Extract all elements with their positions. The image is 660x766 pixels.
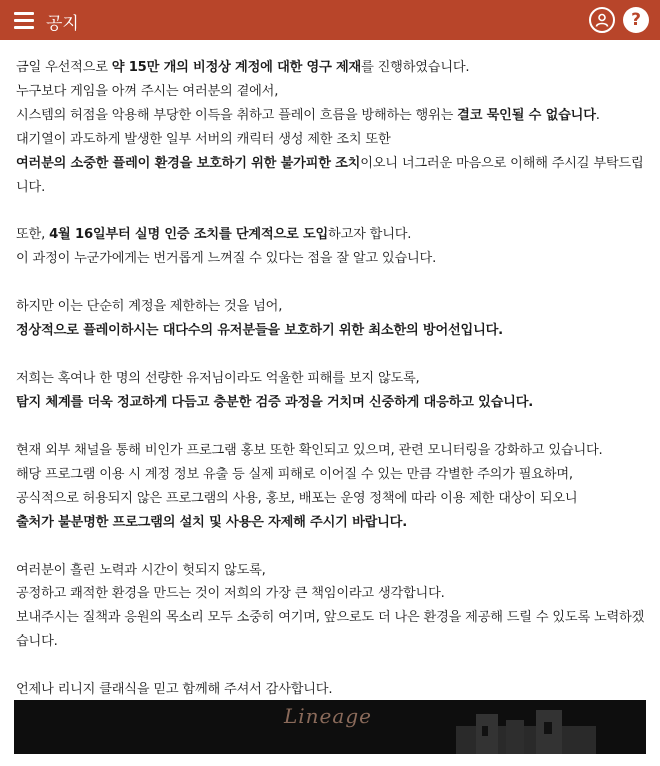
text: 를 진행하였습니다. bbox=[361, 60, 470, 75]
bold-text: 탐지 체계를 더욱 정교하게 다듬고 충분한 검증 과정을 거치며 신중하게 대응하고 있습니다. bbox=[16, 394, 534, 410]
text-line bbox=[16, 223, 650, 247]
bold-text: 결코 묵인될 수 없습니다 bbox=[457, 107, 596, 123]
page-title: 공지 bbox=[46, 14, 79, 34]
text-line bbox=[16, 391, 650, 415]
text-line bbox=[16, 319, 650, 343]
notice-paragraph-6 bbox=[16, 559, 650, 655]
text-line bbox=[16, 56, 650, 80]
text-line: 현재 외부 채널을 통해 비인가 프로그램 홍보 또한 확인되고 있으며, 관련 모니터링을 강화하고 있습니다. bbox=[16, 442, 603, 458]
notice-paragraph-3 bbox=[16, 295, 650, 343]
text-line: 언제나 리니지 클래식을 믿고 함께해 주셔서 감사합니다. bbox=[16, 682, 333, 698]
text-line: 공정하고 쾌적한 환경을 만드는 것이 저희의 가장 큰 책임이라고 생각합니다. bbox=[16, 586, 445, 602]
text: 시스템의 허점을 악용해 부당한 이득을 취하고 플레이 흐름을 방해하는 행위는 bbox=[16, 107, 458, 123]
text-line: 공식적으로 허용되지 않은 프로그램의 사용, 홍보, 배포는 운영 정책에 따라 이용 제한 대상이 되오니 bbox=[16, 490, 578, 506]
notice-paragraph-4 bbox=[16, 367, 650, 415]
notice-paragraph-2 bbox=[16, 223, 650, 271]
text-line: 누구보다 게임을 아껴 주시는 여러분의 곁에서, bbox=[16, 83, 279, 99]
text-line: 하지만 이는 단순히 계정을 제한하는 것을 넘어, bbox=[16, 299, 283, 315]
bold-text: 4월 16일부터 실명 인증 조치를 단계적으로 도입 bbox=[49, 227, 329, 243]
user-icon bbox=[595, 13, 609, 27]
text-line: 이 과정이 누군가에게는 번거롭게 느껴질 수 있다는 점을 잘 알고 있습니다. bbox=[16, 251, 437, 267]
notice-body bbox=[0, 40, 660, 726]
help-button[interactable] bbox=[623, 7, 649, 33]
help-icon: ? bbox=[631, 10, 641, 30]
bold-text: 정상적으로 플레이하시는 대다수의 유저분들을 보호하기 위한 최소한의 방어선입니다. bbox=[16, 323, 503, 339]
notice-paragraph-5 bbox=[16, 439, 650, 535]
text: . bbox=[595, 107, 600, 123]
bold-text: 약 15만 개의 비정상 계정에 대한 영구 제재 bbox=[111, 60, 362, 75]
castle-silhouette-icon bbox=[446, 708, 606, 754]
user-account-button[interactable] bbox=[589, 7, 615, 33]
bold-text: 여러분의 소중한 플레이 환경을 보호하기 위한 불가피한 조치 bbox=[16, 155, 361, 171]
text-line bbox=[16, 104, 650, 128]
text-line bbox=[16, 511, 650, 535]
text-line: 해당 프로그램 이용 시 계정 정보 유출 등 실제 피해로 이어질 수 있는 만큼 각별한 주의가 필요하며, bbox=[16, 466, 573, 482]
text-line: 대기열이 과도하게 발생한 일부 서버의 캐릭터 생성 제한 조치 또한 bbox=[16, 131, 391, 147]
bold-text: 출처가 불분명한 프로그램의 설치 및 사용은 자제해 주시기 바랍니다. bbox=[16, 514, 408, 530]
hamburger-menu-icon[interactable] bbox=[14, 12, 34, 28]
text-line: 저희는 혹여나 한 명의 선량한 유저님이라도 억울한 피해를 보지 않도록, bbox=[16, 371, 420, 387]
text-line: 보내주시는 질책과 응원의 목소리 모두 소중히 여기며, 앞으로도 더 나은 환경을 제공해 드릴 수 있도록 노력하겠습니다. bbox=[16, 610, 645, 650]
notice-paragraph-1 bbox=[16, 56, 650, 199]
text: 이오니 너그러운 마음으로 이해해 주시길 부탁드립니다. bbox=[16, 155, 644, 195]
game-banner-image bbox=[14, 700, 646, 754]
text: 또한, bbox=[16, 227, 50, 243]
text-line: 여러분이 흘린 노력과 시간이 헛되지 않도록, bbox=[16, 562, 266, 578]
text: 금일 우선적으로 bbox=[16, 60, 112, 75]
top-app-bar bbox=[0, 0, 660, 40]
text: 하고자 합니다. bbox=[328, 227, 412, 243]
text-line bbox=[16, 152, 650, 200]
lineage-logo: Lineage bbox=[284, 704, 372, 728]
